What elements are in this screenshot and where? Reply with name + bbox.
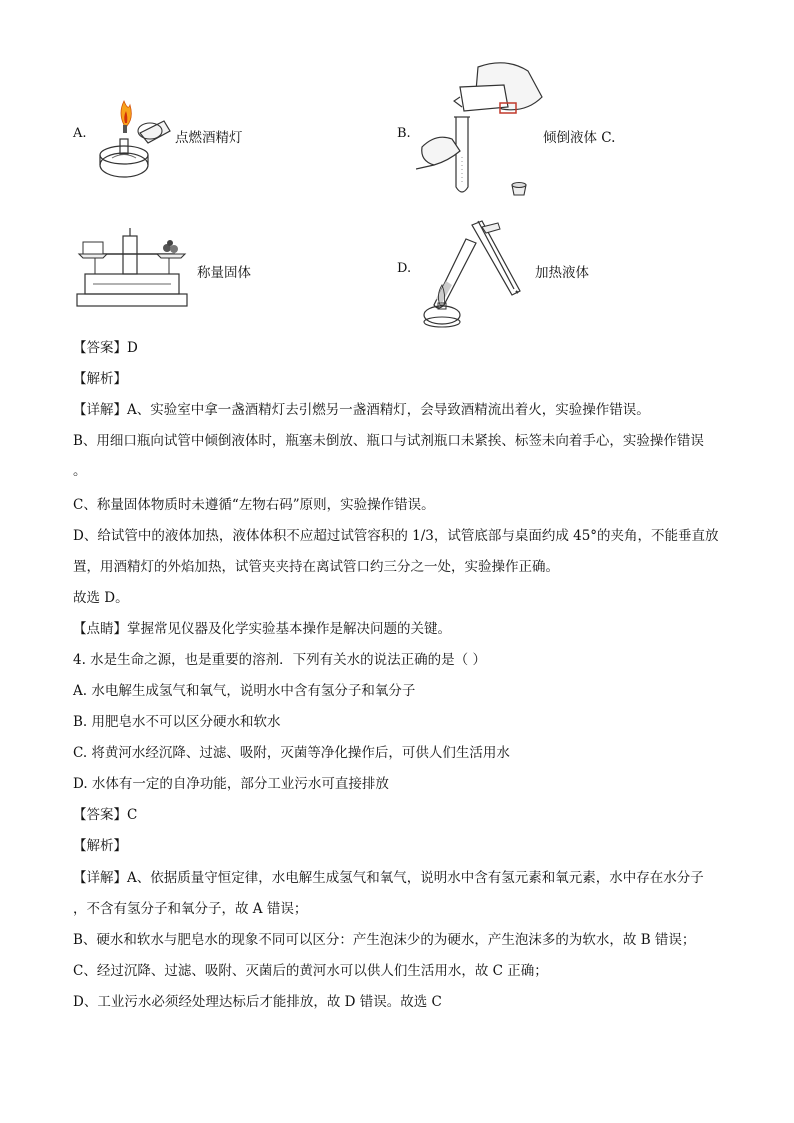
q4-detail-line: 【详解】A、依据质量守恒定律，水电解生成氢气和氧气，说明水中含有氢元素和氧元素，水中存在水分子 [73,870,704,886]
q4-stem: 4. 水是生命之源，也是重要的溶剂．下列有关水的说法正确的是（ ） [73,652,486,668]
q4-choice-b: B. 用肥皂水不可以区分硬水和软水 [73,714,281,730]
q3-answer: 【答案】D [73,340,138,356]
alcohol-lamp-lighting-illustration [90,95,176,185]
heating-liquid-illustration [416,219,526,329]
q4-detail-line: B、硬水和软水与肥皂水的现象不同可以区分：产生泡沫少的为硬水，产生泡沫多的为软水，故 B 错误； [73,932,696,948]
q3-detail-line: 故选 D。 [73,590,129,606]
q4-choice-a: A. 水电解生成氢气和氧气，说明水中含有氢分子和氧分子 [73,683,416,699]
q3-detail-line: 【详解】A、实验室中拿一盏酒精灯去引燃另一盏酒精灯，会导致酒精流出着火，实验操作错误。 [73,402,650,418]
q3-detail-line: 置，用酒精灯的外焰加热，试管夹夹持在离试管口约三分之一处，实验操作正确。 [73,559,559,575]
balance-scale-illustration [73,228,191,312]
q4-detail-line: ，不含有氢分子和氧分子，故 A 错误； [73,901,308,917]
option-d-caption: 加热液体 [535,265,589,281]
q3-detail-line: D、给试管中的液体加热，液体体积不应超过试管容积的 1/3，试管底部与桌面约成 45°的夹角，不能垂直放 [73,528,719,544]
option-d-letter: D. [397,261,412,276]
q4-detail-line: D、工业污水必须经处理达标后才能排放，故 D 错误。故选 C [73,994,442,1010]
option-c-caption: 称量固体 [197,265,251,281]
q3-comment: 【点睛】掌握常见仪器及化学实验基本操作是解决问题的关键。 [73,621,451,637]
q4-choice-c: C. 将黄河水经沉降、过滤、吸附，灭菌等净化操作后，可供人们生活用水 [73,745,510,761]
option-b-letter: B. [397,126,411,141]
q3-detail-line: C、称量固体物质时未遵循“左物右码”原则，实验操作错误。 [73,497,435,513]
pouring-liquid-illustration [416,57,548,202]
q3-analysis-heading: 【解析】 [73,371,127,387]
option-a-letter: A. [73,126,87,141]
option-a-caption: 点燃酒精灯 [175,130,243,146]
q3-detail-line: B、用细口瓶向试管中倾倒液体时，瓶塞未倒放、瓶口与试剂瓶口未紧挨、标签未向着手心，实验操作错误 [73,433,704,449]
q4-choice-d: D. 水体有一定的自净功能，部分工业污水可直接排放 [73,776,389,792]
option-b-caption: 倾倒液体 C. [543,130,616,146]
q3-detail-line: 。 [73,463,87,479]
q4-answer: 【答案】C [73,807,138,823]
q4-detail-line: C、经过沉降、过滤、吸附、灭菌后的黄河水可以供人们生活用水，故 C 正确； [73,963,548,979]
q4-analysis-heading: 【解析】 [73,838,127,854]
